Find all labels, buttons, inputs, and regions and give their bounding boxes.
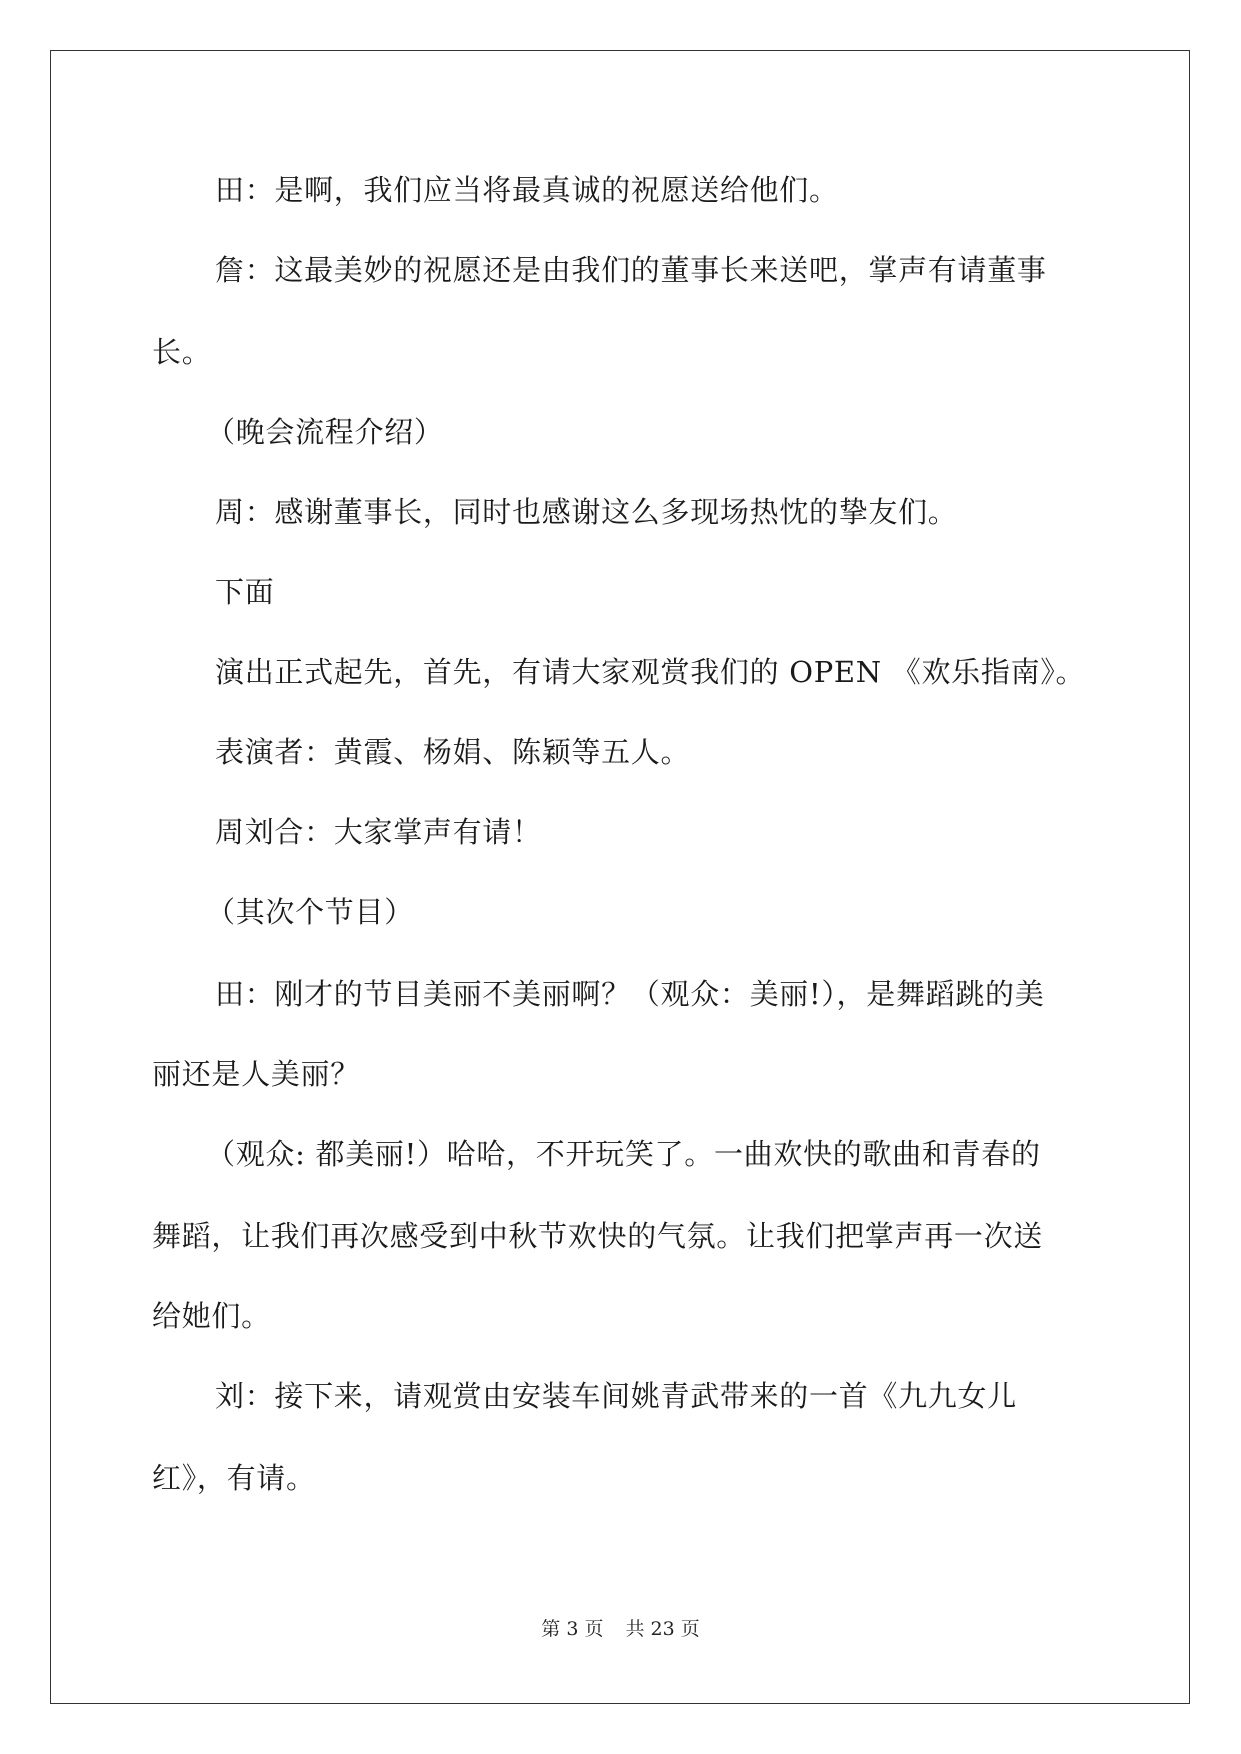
paragraph-line: 周刘合：大家掌声有请！ (215, 815, 542, 849)
page-footer (0, 1620, 1241, 1639)
paragraph-line: （晚会流程介绍） (206, 415, 444, 449)
paragraph-line: 下面 (215, 575, 275, 609)
paragraph-line: 詹：这最美妙的祝愿还是由我们的董事长来送吧，掌声有请董事 (215, 253, 1047, 287)
paragraph-line: （其次个节目） (206, 895, 414, 929)
paragraph-line: （观众: 都美丽!）哈哈，不开玩笑了。一曲欢快的歌曲和青春的 (206, 1137, 1041, 1171)
paragraph-line: 给她们。 (152, 1299, 271, 1333)
paragraph-line: 刘：接下来，请观赏由安装车间姚青武带来的一首《九九女儿 (215, 1379, 1017, 1413)
paragraph-line: 丽还是人美丽？ (152, 1057, 360, 1091)
paragraph-line: 田：刚才的节目美丽不美丽啊？（观众：美丽!），是舞蹈跳的美 (215, 977, 1045, 1011)
paragraph-line: 田：是啊，我们应当将最真诚的祝愿送给他们。 (215, 173, 839, 207)
paragraph-line: 红》，有请。 (152, 1461, 316, 1495)
total-pages: 共 23 页 (625, 1618, 700, 1640)
paragraph-line: 长。 (152, 335, 212, 369)
paragraph-line: 演出正式起先，首先，有请大家观赏我们的 OPEN 《欢乐指南》。 (215, 655, 1086, 689)
page-number: 第 3 页 (541, 1618, 604, 1640)
paragraph-line: 周：感谢董事长，同时也感谢这么多现场热忱的挚友们。 (215, 495, 958, 529)
paragraph-line: 舞蹈，让我们再次感受到中秋节欢快的气氛。让我们把掌声再一次送 (152, 1219, 1044, 1253)
paragraph-line: 表演者：黄霞、杨娟、陈颖等五人。 (215, 735, 691, 769)
page-border (50, 50, 1190, 1704)
